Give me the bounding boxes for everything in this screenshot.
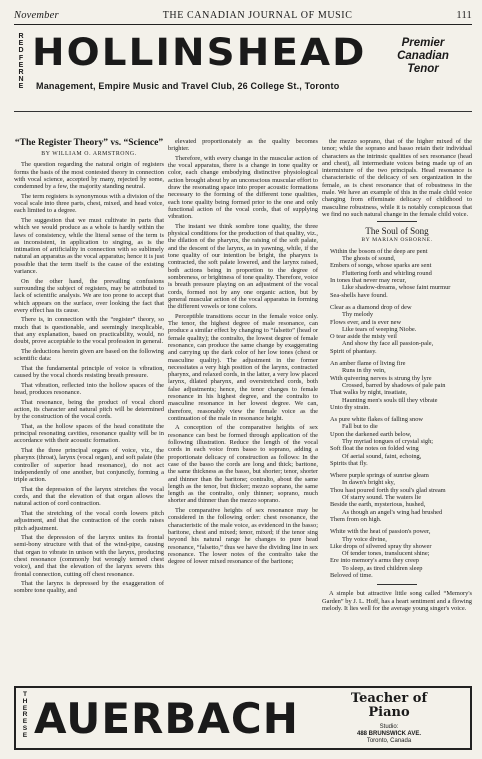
poem-line: Unto thy strain.	[330, 403, 370, 411]
poem-stanza	[330, 528, 472, 579]
poem-line: Embers of songs, whose sparks are sent	[330, 262, 432, 270]
ad-management: Management, Empire Music and Travel Club, 26 College St., Toronto	[36, 81, 340, 91]
poem-line: An amber flame of living fire	[330, 360, 406, 368]
poem-line: Flows ever, and is ever new	[330, 318, 402, 326]
poem-line: White with the heat of passion's power,	[330, 528, 431, 536]
poem-line: Runs in thy vein,	[342, 367, 386, 375]
poem-line: Haunting men's souls till they vibrate	[342, 396, 438, 404]
hollinshead-advertisement	[14, 31, 472, 112]
poem-line: Thy myriad tongues of crystal sigh;	[342, 437, 434, 445]
paragraph: The comparative heights of sex resonance may be considered in the following order: chest resonance, the characteristic of the male voice, as evidenced in the basso; baritone, chest and mixed; tenor, mixed; if the tenor sing beyond his natural range he changes to pure head resonance, “falsetto,” thus we have the dividing line in sex resonance. The lower notes of the contralto take the degree of lower mixed resonance of the baritone;	[168, 507, 318, 566]
poem-line: Soft float the notes on folded wing	[330, 445, 419, 453]
running-head	[14, 10, 472, 25]
poem-line: As pure white flakes of falling snow	[330, 416, 423, 424]
vertical-letter: E	[18, 40, 24, 48]
poem-stanza	[330, 360, 472, 411]
poem-line: As though an angel's wing had brushed	[342, 508, 443, 516]
studio-city: Toronto, Canada	[366, 738, 412, 744]
page-number: 111	[456, 10, 472, 21]
vertical-letter: F	[18, 54, 24, 62]
column-2-body	[168, 138, 318, 565]
poem-line: The ghosts of sound,	[342, 255, 396, 263]
running-head-month: November	[14, 10, 59, 21]
paragraph: On the other hand, the prevailing confusions surrounding the subject of registers, may be attributed to lack of scientific analysis. We are too prone to accept that which appears on the surface, over looking the fact that every effect has its cause.	[14, 277, 164, 314]
vertical-letter: T	[22, 691, 28, 698]
poem-line: O tear aside the misty veil	[330, 333, 397, 341]
ad-surname: AUERBACH	[34, 694, 299, 743]
poem-line: With quivering nerves is strung thy lyre	[330, 374, 432, 382]
poem-body	[322, 248, 472, 579]
paragraph: The term registers is synonymous with a division of the vocal scale into three parts, chest, mixed, and head voice, each limited to a degree.	[14, 192, 164, 215]
poem-line: Thy voice divine,	[342, 535, 387, 543]
poem-line: Them from on high.	[330, 515, 382, 523]
article-title: “The Register Theory” vs. “Science”	[14, 138, 164, 148]
poem-stanza	[330, 416, 472, 467]
vertical-letter: N	[18, 76, 24, 84]
role-line: Canadian	[397, 50, 449, 62]
paragraph: That the depression of the larynx stretches the vocal cords, and that the elevation of that organ allows the natural action of cord contraction.	[14, 485, 164, 508]
ad-role	[380, 37, 466, 76]
vertical-letter: E	[22, 704, 28, 712]
poem-line: Of starry sound. The waters lie	[342, 494, 422, 502]
studio-label: Studio:	[379, 724, 399, 730]
poem-byline: BY MARIAN OSBORNE.	[361, 236, 433, 243]
ad-vertical-first-name	[20, 692, 30, 740]
poem-stanza	[330, 304, 472, 355]
column-1-body	[14, 161, 164, 594]
title-line: Piano	[368, 705, 410, 720]
article-byline: BY WILLIAM O. ARMSTRONG.	[41, 151, 137, 157]
vertical-letter: E	[22, 718, 28, 726]
poem-line: And show thy face all passion-pale,	[342, 340, 434, 348]
paragraph: That the stretching of the vocal cords lowers pitch adjustment, and that the contraction of the cords raises pitch adjustment.	[14, 509, 164, 532]
divider	[377, 584, 417, 585]
poem-line: That walks by night, insatiate,	[330, 389, 408, 397]
ad-teacher-title	[334, 692, 444, 720]
poem-title: The Soul of Song	[365, 226, 429, 237]
poem-line: In dawn's bright sky,	[342, 479, 395, 487]
paragraph: Perceptible transitions occur in the female voice only. The tenor, the highest degree of male resonance, can produce a similar effect by changing to “falsetto” (head or female quality); the contralto, the lowest degree of female resonance, can produce the same change by exaggerating and carrying up the dark color of her low tones (chest or masculine quality). The adjustment in the former necessitates a very high position of the larynx, contracted pharynx, and relaxed cords, in the latter, a very low placed larynx, dilated pharynx, and overstretched cords, both false adjustments; hence, the tenor changes to female resonance in his highest degree, and the contralto to masculine resonance in her lowest degree. We can, therefore, reasonably view the female voice as the continuation of the male in resonance height.	[168, 312, 318, 422]
paragraph: The deductions herein given are based on the following scientific data:	[14, 347, 164, 363]
ad-surname: HOLLINSHEAD	[32, 31, 367, 74]
poem-line: Thou hast poured forth thy soul's glad stream	[330, 486, 446, 494]
paragraph: There is, in connection with the “register” theory, so much that is questionable, and seemingly inexplicable, that any explanation, based on practicability, would, no doubt, prove acceptable to the vocal profession in general.	[14, 316, 164, 346]
paragraph: A conception of the comparative heights of sex resonance can best be formed through application of the following illustration. Reduce the length of the vocal cords in each voice from basso to soprano, adding a proportionate delicacy of construction as follows: In the case of the basso the cords are long and thick; baritone, the same thickness as the basso, but shorter; tenor, shorter and thinner than the baritone; contralto, about the same length as the tenor, but thicker; mezzo soprano, the same length as the contralto, only thinner; soprano, much shorter and thinner than the mezzo soprano.	[168, 424, 318, 505]
poem-line: Crossed, barred by shadows of pale pain	[342, 381, 446, 389]
poem-line: Like shadow-dreams, whose faint murmur	[342, 284, 451, 292]
poem-line: Of aerial sound, faint, echoing,	[342, 452, 422, 460]
divider	[377, 221, 417, 222]
poem-line: Spirit of phantasy.	[330, 347, 377, 355]
poem-line: Of tender tones, translucent shine;	[342, 550, 430, 558]
journal-page	[14, 10, 472, 750]
poem-line: Ere into memory's arms they creep	[330, 557, 419, 565]
vertical-letter: S	[22, 724, 28, 732]
vertical-letter: E	[18, 61, 24, 69]
poem-line: Like drops of silvered spray thy shower	[330, 542, 432, 550]
running-head-journal: THE CANADIAN JOURNAL OF MUSIC	[162, 10, 353, 21]
poem-line: Where purple springs of sunrise gleam	[330, 472, 429, 480]
vertical-letter: R	[18, 69, 24, 77]
paragraph: The instant we think sombre tone quality, the three physical conditions for the production of that quality, viz., the dilation of the pharynx, the raising of the soft palate, and the descent of the larynx, as in yawning, while, if the tone quality of our intention be bright, the pharynx is contracted, the soft palate lowered, and the larynx raised, both actions being in proportion to the degree of sombreness, or brightness of tone quality. Therefore, voice is breath pressure playing on an adjustment of the vocal cords, formed not by any one organic action, but by general muscular action of the vocal apparatus in forming the different vowels or tone colors.	[168, 222, 318, 311]
paragraph: That, as the hollow spaces of the head constitute the principal resonating cavities, resonance quality will be in accordance with their acoustic formation.	[14, 422, 164, 445]
auerbach-advertisement	[14, 686, 472, 750]
vertical-letter: H	[22, 697, 28, 705]
vertical-letter: R	[22, 711, 28, 719]
poem-line: Sea-shells have found.	[330, 291, 388, 299]
column-3	[322, 138, 472, 638]
studio-address: 488 BRUNSWICK AVE.	[356, 731, 421, 737]
column-2	[168, 138, 318, 638]
paragraph: That the fundamental principle of voice is vibration, caused by the vocal chords resisting breath pressure.	[14, 364, 164, 380]
paragraph: That the depression of the larynx unites its frontal semi-bony structure with that of the wind-pipe, causing that organ to vibrate in unison with the larynx, producing chest resonance (commonly but wrongly termed chest voice), and that the elevation of the larynx severs this frontal connection, cutting off chest resonance.	[14, 534, 164, 578]
ad-vertical-first-name	[16, 33, 26, 91]
poem-line: Like tears of weeping Niobe.	[342, 325, 417, 333]
poem-line: Fluttering forth and whirling round	[342, 269, 432, 277]
paragraph: That vibration, reflected into the hollow spaces of the head, produces resonance.	[14, 381, 164, 396]
paragraph: The suggestion that we must cultivate in parts that which we would produce as a whole is hardly within the laws of consistency, while the literal sense of the term is as inconsistent, in application to singing, as is the intimation of artificiality in connection with so sublimely natural an apparatus as the vocal apparatus; hence it is just possible that the term itself is the cause of the existing variance.	[14, 216, 164, 276]
poem-line: Beloved of time.	[330, 572, 373, 580]
paragraph: That resonance, being the product of vocal chord action, its character and natural pitch will be determined by the construction of the vocal cords.	[14, 398, 164, 421]
article-columns	[14, 138, 472, 638]
vertical-letter: E	[22, 731, 28, 739]
column-1	[14, 138, 164, 638]
poem-stanza	[330, 248, 472, 299]
poem-line: Upon the darkened earth below,	[330, 430, 412, 438]
poem-line: Beside the earth, mysterious, hushed,	[330, 501, 426, 509]
paragraph: the mezzo soprano, that of the higher mixed of the tenor; while the soprano and basso retain their individual characters as the intrinsic qualities of sex resonance (head and chest), all intermediate voices being made up of an intermixture of the two principals. Head resonance is characteristic of the delicacy of sex organization in the female, as is chest resonance that of robustness in the male. We have an example of this in the male child voice changing from effeminate delicacy of childhood to masculine robustness, while it is notably conspicuous that we find no such natural change in the female child voice.	[322, 138, 472, 218]
title-line: Teacher of	[350, 691, 428, 706]
vertical-letter: D	[18, 47, 24, 55]
paragraph: That the three principal organs of voice, viz., the pharynx (throat), larynx (vocal organ), and soft palate (the controller of superior head resonance), do not act independently of one another, but conjunctly, forming a triple action.	[14, 446, 164, 484]
column-3-body	[322, 138, 472, 218]
poem-line: In tones that never may recur,	[330, 277, 407, 285]
poem-line: Spirits that fly.	[330, 459, 368, 467]
paragraph: elevated proportionately as the quality becomes brighter.	[168, 138, 318, 153]
paragraph: The question regarding the natural origin of registers forms the basis of the most contested theory in connection with vocal science, accepted by many, rejected by some, condemned by a few, the majority standing neutral.	[14, 161, 164, 191]
vertical-letter: R	[18, 33, 24, 40]
poem-line: Thy melody	[342, 311, 374, 319]
poem-line: Clear as a diamond drop of dew	[330, 303, 412, 311]
poem-line: Within the bosom of the deep are pent	[330, 247, 428, 255]
poem-line: To sleep, as tired children sleep	[342, 564, 423, 572]
poem-stanza	[330, 472, 472, 523]
song-note: A simple but attractive little song called “Memory's Garden” by J. L. Hoff, has a heart sentiment and a flowing melody. It lies well for the average young singer's voice.	[322, 590, 472, 612]
vertical-letter: E	[18, 83, 24, 91]
paragraph: That the larynx is depressed by the exaggeration of sombre tone quality, and	[14, 580, 164, 595]
poem-line: Fall but to die	[342, 423, 378, 431]
ad-studio	[334, 724, 444, 745]
paragraph: Therefore, with every change in the muscular action of the vocal apparatus, there is a change in tone quality or color, each change embodying distinctive physiological action brought about by an unconscious muscular effort to draw the resonating space into proper acoustic formations necessary to the forming of the different tone qualities, each tone quality being formed prior to the one and only functional action of the vocal cords, that of supplying vibration.	[168, 154, 318, 221]
role-line: Premier	[401, 37, 445, 49]
role-line: Tenor	[407, 63, 439, 75]
